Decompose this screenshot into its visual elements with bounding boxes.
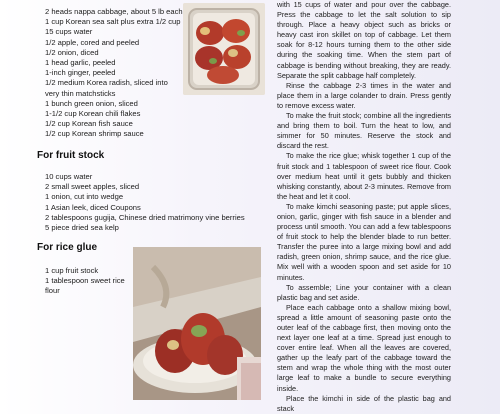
ingredient-item: 1 bunch green onion, sliced (45, 98, 138, 108)
list-item: flour (45, 286, 60, 296)
list-item: 10 cups water (45, 172, 93, 181)
list-item: 1 onion, cut into wedge (45, 192, 124, 202)
rice-glue-list (45, 266, 135, 297)
fruit-stock-list (45, 172, 255, 233)
ingredient-item: 2 heads nappa cabbage, about 5 lb each (45, 7, 183, 16)
direction-paragraph: Place each cabbage onto a shallow mixing bowl, spread a little amount of seasoning paste onto the outer leaf of the cabbage first, then moving onto the next layer one leaf at a time. Spread just enough to cover entire leaf. When all the leaves are covered, gather up the leafy part of the cabbage toward the stem and wrap the whole thing with the most outer large leaf to make a bundle to secure everything inside. (277, 302, 451, 393)
direction-paragraph: To make the rice glue; whisk together 1 cup of the fruit stock and 1 tablespoon of sweet rice flour. Cook over medium heat until it gets bubbly and thicken whisking constantly, about 2-3 minutes. Remove from the heat and let it cool. (277, 151, 451, 201)
fruit-stock-heading: For fruit stock (37, 150, 105, 161)
directions-column (277, 0, 451, 414)
ingredient-item: 1/2 medium Korea radish, sliced into (45, 78, 168, 88)
ingredient-item: 1-inch ginger, peeled (45, 68, 116, 78)
direction-paragraph: To make the fruit stock; combine all the ingredients and bring them to boil. Turn the heat to low, and simmer for 50 minutes. Reserve the stock and discard the rest. (277, 111, 451, 151)
ingredient-item: 1/2 cup Korean shrimp sauce (45, 129, 144, 139)
ingredient-item: very thin matchsticks (45, 88, 116, 98)
list-item: 5 piece dried sea kelp (45, 223, 119, 233)
ingredient-item: 1/2 cup Korean fish sauce (45, 119, 133, 129)
list-item: 1 cup fruit stock (45, 266, 99, 275)
list-item: 2 tablespoons gugija, Chinese dried matrimony vine berries (45, 212, 245, 222)
kimchi-bundle-on-plate-photo (133, 247, 261, 400)
direction-paragraph: Rinse the cabbage 2-3 times in the water and place them in a large colander to drain. Press gently to remove excess water. (277, 80, 451, 110)
direction-paragraph: To make kimchi seasoning paste; put apple slices, onion, garlic, ginger with fish sauce in a blender and process until smooth. You can add a few tablespoons of fruit stock to help the blender blade to run better. Transfer the puree into a large mixing bowl and add radish, green onion, shrimp sauce, and the rice glue. Mix well with a wooden spoon and set aside for 10 minutes. (277, 201, 451, 282)
ingredient-item: 1 cup Korean sea salt plus extra 1/2 cup (45, 17, 181, 27)
direction-paragraph: with 15 cups of water and pour over the cabbage. Press the cabbage to let the salt solution to sip through. Place a heavy object such as bricks or heavy cast iron skillet on top of cabbage. Let them soak for 8-12 hours turning them to the other side during the soaking time. When the stem part of cabbage is bending without breaking, they are ready. Separate the split cabbage half completely. (277, 0, 451, 80)
rice-glue-heading: For rice glue (37, 242, 98, 253)
list-item: 1 tablespoon sweet rice (45, 276, 125, 286)
ingredient-item: 1/2 apple, cored and peeled (45, 37, 140, 47)
ingredient-item: 15 cups water (45, 27, 93, 37)
main-ingredients-list (45, 7, 187, 140)
list-item: 2 small sweet apples, sliced (45, 182, 140, 192)
list-item: 1 Asian leek, diced Coupons (45, 202, 141, 212)
ingredient-item: 1-1/2 cup Korean chili flakes (45, 109, 141, 119)
ingredient-item: 1/2 onion, diced (45, 47, 99, 57)
direction-paragraph: To assemble; Line your container with a clean plastic bag and set aside. (277, 282, 451, 302)
kimchi-in-container-photo (183, 3, 265, 95)
direction-paragraph: Place the kimchi in side of the plastic bag and stack (277, 393, 451, 413)
ingredient-item: 1 head garlic, peeled (45, 58, 116, 68)
